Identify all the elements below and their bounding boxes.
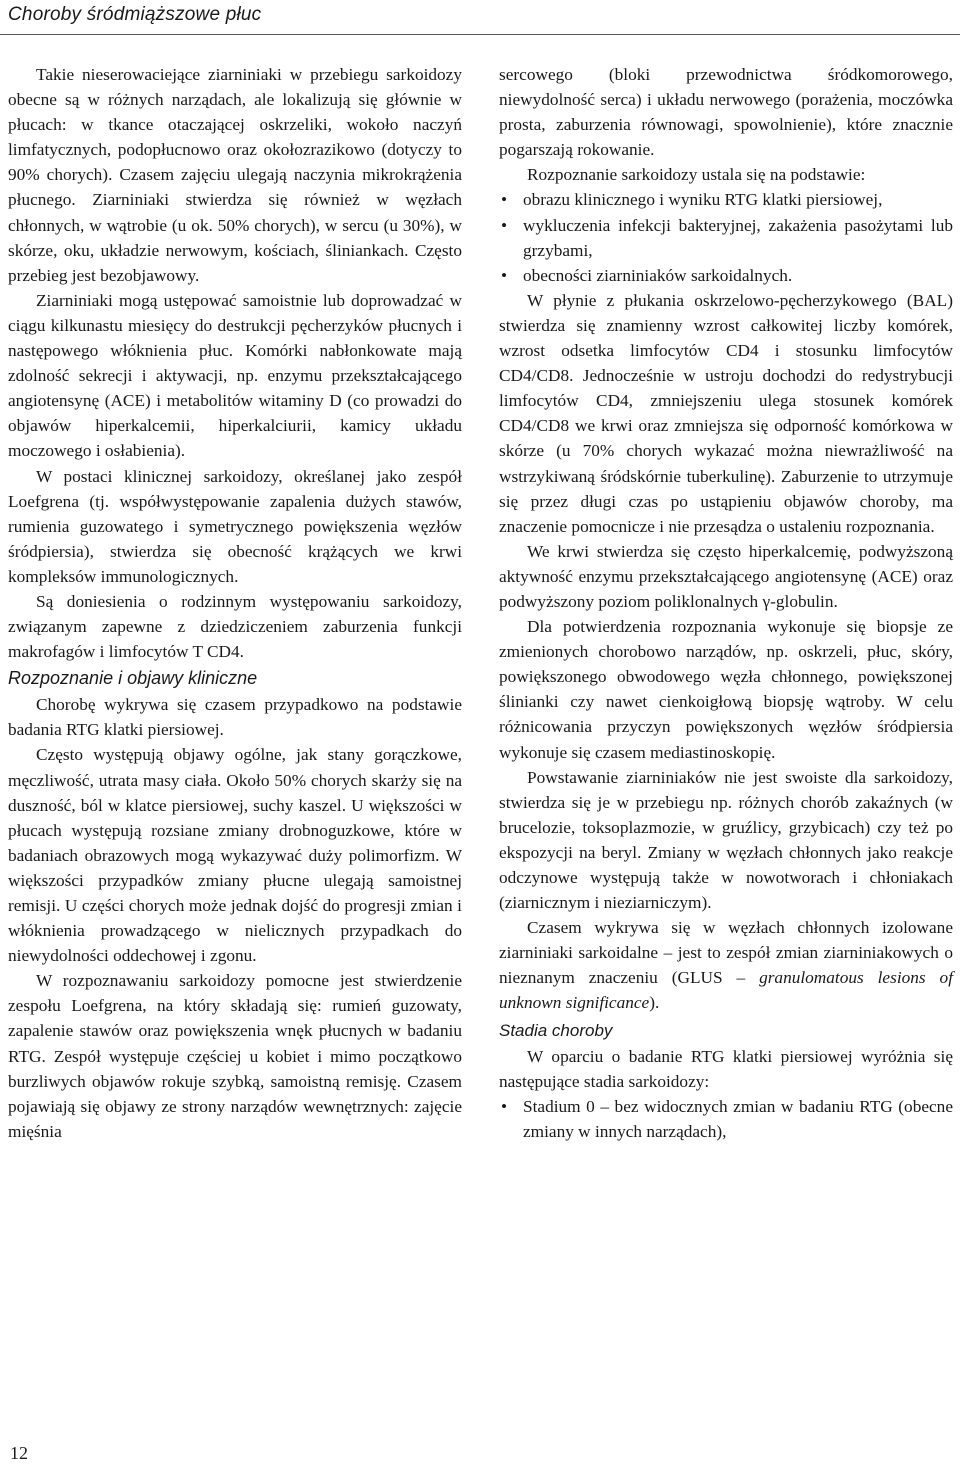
text-run: ). xyxy=(649,993,660,1013)
running-head: Choroby śródmiąższowe płuc xyxy=(8,4,262,25)
list-item: • obecności ziarniniaków sarkoidalnych. xyxy=(499,263,953,288)
text-run: Czasem wykrywa się w węzłach chłonnych izolowane ziarniniaki sarkoidalne – jest to zespół zmian ziarniniakowych o nieznanym znaczeniu (GLUS – xyxy=(499,918,953,988)
paragraph: Dla potwierdzenia rozpoznania wykonuje się biopsje ze zmienionych chorobowo narządów, np. oskrzeli, płuc, skóry, powiększonego obwodowego węzła chłonnego, powiększonej ślinianki czy nawet cienkoigłową biopsję wątroby. W celu różnicowania przyczyn powiększonych węzłów śródpiersia wykonuje się czasem mediastinoskopię. xyxy=(499,617,953,762)
paragraph: W postaci klinicznej sarkoidozy, określanej jako zespół Loefgrena (tj. współwystępowanie zapalenia dużych stawów, rumienia guzowatego i symetrycznego powiększenia węzłów śródpiersia), stwierdza się obecność krążących we krwi kompleksów immunologicznych. xyxy=(8,466,462,586)
criteria-list xyxy=(499,187,953,287)
emphasis-text: granulomatous lesions of unknown significance xyxy=(499,968,953,1013)
paragraph xyxy=(499,915,953,1015)
list-item: • wykluczenia infekcji bakteryjnej, zakażenia pasożytami lub grzybami, xyxy=(499,213,953,263)
section-heading: Rozpoznanie i objawy kliniczne xyxy=(8,668,258,689)
header-rule xyxy=(0,34,960,35)
paragraph: sercowego (bloki przewodnictwa śródkomorowego, niewydolność serca) i układu nerwowego (porażenia, moczówka prosta, zaburzenia równowagi, spowolnienie), które znacznie pogarszają rokowanie. xyxy=(499,65,953,160)
paragraph: Chorobę wykrywa się czasem przypadkowo na podstawie badania RTG klatki piersiowej. xyxy=(8,695,462,740)
paragraph: Ziarniniaki mogą ustępować samoistnie lub doprowadzać w ciągu kilkunastu miesięcy do destrukcji pęcherzyków płucnych i następowego włóknienia płuc. Komórki nabłonkowate mają zdolność sekrecji i aktywacji, np. enzymu przekształcającego angiotensynę (ACE) i metabolitów witaminy D (co prowadzi do objawów hiperkalcemii, hiperkalciurii, kamicy układu moczowego i osłabienia). xyxy=(8,290,462,461)
paragraph: Takie nieserowaciejące ziarniniaki w przebiegu sarkoidozy obecne są w różnych narządach, ale lokalizują się głównie w płucach: w tkance otaczającej oskrzeliki, wokoło naczyń limfatycznych, podopłucnowo oraz okołozrazikowo (dotyczy to 90% chorych). Czasem zajęciu ulegają naczynia mikrokrążenia płucnego. Ziarniniaki stwierdza się również w węzłach chłonnych, w wątrobie (u ok. 50% chorych), w sercu (u 30%), w skórze, oku, układzie nerwowym, kościach, śliniankach. Często przebieg jest bezobjawowy. xyxy=(8,65,462,285)
paragraph: W oparciu o badanie RTG klatki piersiowej wyróżnia się następujące stadia sarkoidozy: xyxy=(499,1046,953,1091)
left-column xyxy=(8,62,462,1144)
paragraph: Są doniesienia o rodzinnym występowaniu sarkoidozy, związanym zapewne z dziedziczeniem zaburzenia funkcji makrofagów i limfocytów T CD4. xyxy=(8,591,462,662)
list-item: • Stadium 0 – bez widocznych zmian w badaniu RTG (obecne zmiany w innych narządach), xyxy=(499,1094,953,1144)
stages-list xyxy=(499,1094,953,1144)
paragraph: W rozpoznawaniu sarkoidozy pomocne jest stwierdzenie zespołu Loefgrena, na który składają się: rumień guzowaty, zapalenie stawów oraz powiększenia wnęk płucnych w badaniu RTG. Zespół występuje częściej u kobiet i mimo początkowo burzliwych objawów rokuje szybką, samoistną remisję. Czasem pojawiają się objawy ze strony narządów wewnętrznych: zajęcie mięśnia xyxy=(8,971,462,1141)
paragraph: Rozpoznanie sarkoidozy ustala się na podstawie: xyxy=(527,165,866,185)
right-column xyxy=(499,62,953,1144)
paragraph: We krwi stwierdza się często hiperkalcemię, podwyższoną aktywność enzymu przekształcającego angiotensynę (ACE) oraz podwyższony poziom poliklonalnych γ-globulin. xyxy=(499,541,953,611)
paragraph: Często występują objawy ogólne, jak stany gorączkowe, męczliwość, utrata masy ciała. Około 50% chorych skarży się na duszność, ból w klatce piersiowej, suchy kaszel. U większości w płucach występują rozsiane zmiany drobnoguzkowe, które w badaniach obrazowych mogą wykazywać duży polimorfizm. W większości przypadków zmiany płucne ulegają samoistnej remisji. U części chorych może jednak dojść do progresji zmian i włóknienia prowadzącego w nielicznych przypadkach do niewydolności oddechowej i zgonu. xyxy=(8,745,462,966)
paragraph: Powstawanie ziarniniaków nie jest swoiste dla sarkoidozy, stwierdza się je w przebiegu np. różnych chorób zakaźnych (w brucelozie, toksoplazmozie, w gruźlicy, grzybicach) czy też po ekspozycji na beryl. Zmiany w węzłach chłonnych jako reakcje odczynowe występują także w nowotworach i chłoniakach (ziarnicznym i nieziarniczym). xyxy=(499,767,953,913)
subsection-heading: Stadia choroby xyxy=(499,1020,613,1040)
list-item: • obrazu klinicznego i wyniku RTG klatki piersiowej, xyxy=(499,187,953,212)
paragraph: W płynie z płukania oskrzelowo-pęcherzykowego (BAL) stwierdza się znamienny wzrost całkowitej liczby komórek, wzrost odsetka limfocytów CD4 i stosunku limfocytów CD4/CD8. Jednocześnie w ustroju dochodzi do redystrybucji limfocytów CD4, zmniejszeniu ulega stosunek komórek CD4/CD8 we krwi oraz zmniejsza się odporność komórkowa w skórze (u 70% chorych wykazać można niewrażliwość na wstrzykiwaną śródskórnie tuberkulinę). Zaburzenie to utrzymuje się przez długi czas po ustąpieniu objawów choroby, ma znaczenie pomocnicze i nie przesądza o ustaleniu rozpoznania. xyxy=(499,290,953,536)
page-number: 12 xyxy=(10,1443,28,1463)
